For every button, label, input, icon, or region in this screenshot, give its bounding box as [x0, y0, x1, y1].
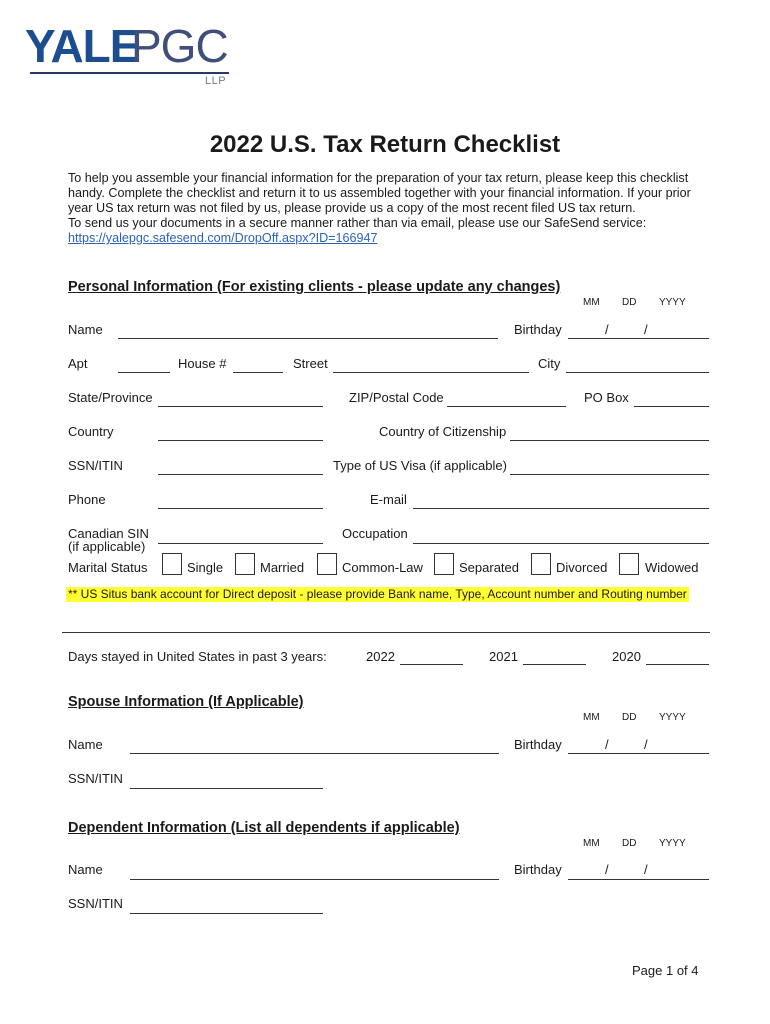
dependent-birthday-label: Birthday [514, 862, 562, 877]
house-label: House # [178, 356, 227, 371]
page-title: 2022 U.S. Tax Return Checklist [209, 131, 561, 158]
dependent-ssn-field[interactable] [130, 913, 323, 914]
date-slash: / [605, 737, 609, 752]
date-yyyy-label: YYYY [659, 712, 686, 723]
name-field[interactable] [118, 338, 498, 339]
apt-field[interactable] [118, 372, 170, 373]
phone-label: Phone [68, 492, 106, 507]
pobox-field[interactable] [634, 406, 709, 407]
apt-label: Apt [68, 356, 88, 371]
street-field[interactable] [333, 372, 529, 373]
zip-field[interactable] [447, 406, 566, 407]
logo-llp: LLP [205, 75, 227, 87]
spouse-heading: Spouse Information (If Applicable) [68, 694, 304, 710]
date-slash: / [644, 862, 648, 877]
name-label: Name [68, 322, 103, 337]
personal-heading: Personal Information (For existing clients - please update any changes) [68, 279, 561, 295]
sin-label: Canadian SIN [68, 526, 149, 541]
birthday-field[interactable] [568, 338, 709, 339]
intro-line: To help you assemble your financial information for the preparation of your tax return, please keep this checklist [68, 171, 689, 185]
married-checkbox[interactable] [235, 553, 255, 575]
dependent-ssn-label: SSN/ITIN [68, 896, 123, 911]
date-slash: / [644, 737, 648, 752]
separated-checkbox[interactable] [434, 553, 454, 575]
house-field[interactable] [233, 372, 283, 373]
phone-field[interactable] [158, 508, 323, 509]
common-law-label: Common-Law [342, 560, 423, 575]
section-divider [62, 632, 710, 633]
dependent-heading: Dependent Information (List all dependents if applicable) [68, 820, 460, 836]
date-yyyy-label: YYYY [659, 297, 686, 308]
street-label: Street [293, 356, 328, 371]
page-number: Page 1 of 4 [632, 963, 699, 978]
year-2020-field[interactable] [646, 664, 709, 665]
spouse-birthday-field[interactable] [568, 753, 709, 754]
sin-field[interactable] [158, 543, 323, 544]
state-field[interactable] [158, 406, 323, 407]
occupation-label: Occupation [342, 526, 408, 541]
intro-line: year US tax return was not filed by us, please provide us a copy of the most recent filed US tax return. [68, 201, 636, 215]
common-law-checkbox[interactable] [317, 553, 337, 575]
bank-note: ** US Situs bank account for Direct deposit - please provide Bank name, Type, Account number and Routing number [68, 587, 687, 601]
married-label: Married [260, 560, 305, 575]
city-field[interactable] [566, 372, 709, 373]
date-mm-label: MM [583, 297, 600, 308]
dependent-birthday-field[interactable] [568, 879, 709, 880]
visa-label: Type of US Visa (if applicable) [333, 458, 507, 473]
pobox-label: PO Box [584, 390, 629, 405]
single-label: Single [187, 560, 224, 575]
marital-label: Marital Status [68, 560, 148, 575]
spouse-name-label: Name [68, 737, 103, 752]
date-dd-label: DD [622, 712, 637, 723]
visa-field[interactable] [510, 474, 709, 475]
country-field[interactable] [158, 440, 323, 441]
city-label: City [538, 356, 561, 371]
widowed-label: Widowed [645, 560, 699, 575]
date-slash: / [644, 322, 648, 337]
intro-line: To send us your documents in a secure manner rather than via email, please use our SafeSend service: [68, 216, 647, 230]
ssn-label: SSN/ITIN [68, 458, 123, 473]
separated-label: Separated [459, 560, 519, 575]
spouse-ssn-field[interactable] [130, 788, 323, 789]
ssn-field[interactable] [158, 474, 323, 475]
spouse-birthday-label: Birthday [514, 737, 562, 752]
days-label: Days stayed in United States in past 3 years: [68, 649, 327, 664]
logo-pgc: PGC [131, 20, 228, 72]
dependent-name-field[interactable] [130, 879, 499, 880]
occupation-field[interactable] [413, 543, 709, 544]
logo-yale: YALE [25, 20, 140, 72]
spouse-ssn-label: SSN/ITIN [68, 771, 123, 786]
state-label: State/Province [68, 390, 153, 405]
email-label: E-mail [370, 492, 407, 507]
intro-line: handy. Complete the checklist and return it to us assembled together with your financial information. If your prior [68, 186, 691, 200]
year-2021-field[interactable] [523, 664, 586, 665]
citizenship-label: Country of Citizenship [379, 424, 507, 439]
date-dd-label: DD [622, 297, 637, 308]
widowed-checkbox[interactable] [619, 553, 639, 575]
safesend-link[interactable]: https://yalepgc.safesend.com/DropOff.aspx?ID=166947 [68, 231, 378, 245]
divorced-checkbox[interactable] [531, 553, 551, 575]
intro-text [68, 171, 708, 246]
birthday-label: Birthday [514, 322, 562, 337]
logo-rule [30, 72, 229, 74]
year-2021-label: 2021 [489, 649, 518, 664]
year-2022-field[interactable] [400, 664, 463, 665]
email-field[interactable] [413, 508, 709, 509]
date-yyyy-label: YYYY [659, 838, 686, 849]
date-slash: / [605, 862, 609, 877]
zip-label: ZIP/Postal Code [349, 390, 444, 405]
year-2022-label: 2022 [366, 649, 395, 664]
single-checkbox[interactable] [162, 553, 182, 575]
date-slash: / [605, 322, 609, 337]
date-dd-label: DD [622, 838, 637, 849]
dependent-name-label: Name [68, 862, 103, 877]
spouse-name-field[interactable] [130, 753, 499, 754]
date-mm-label: MM [583, 838, 600, 849]
country-label: Country [68, 424, 114, 439]
date-mm-label: MM [583, 712, 600, 723]
divorced-label: Divorced [556, 560, 608, 575]
citizenship-field[interactable] [510, 440, 709, 441]
sin-note: (if applicable) [68, 539, 146, 554]
year-2020-label: 2020 [612, 649, 641, 664]
